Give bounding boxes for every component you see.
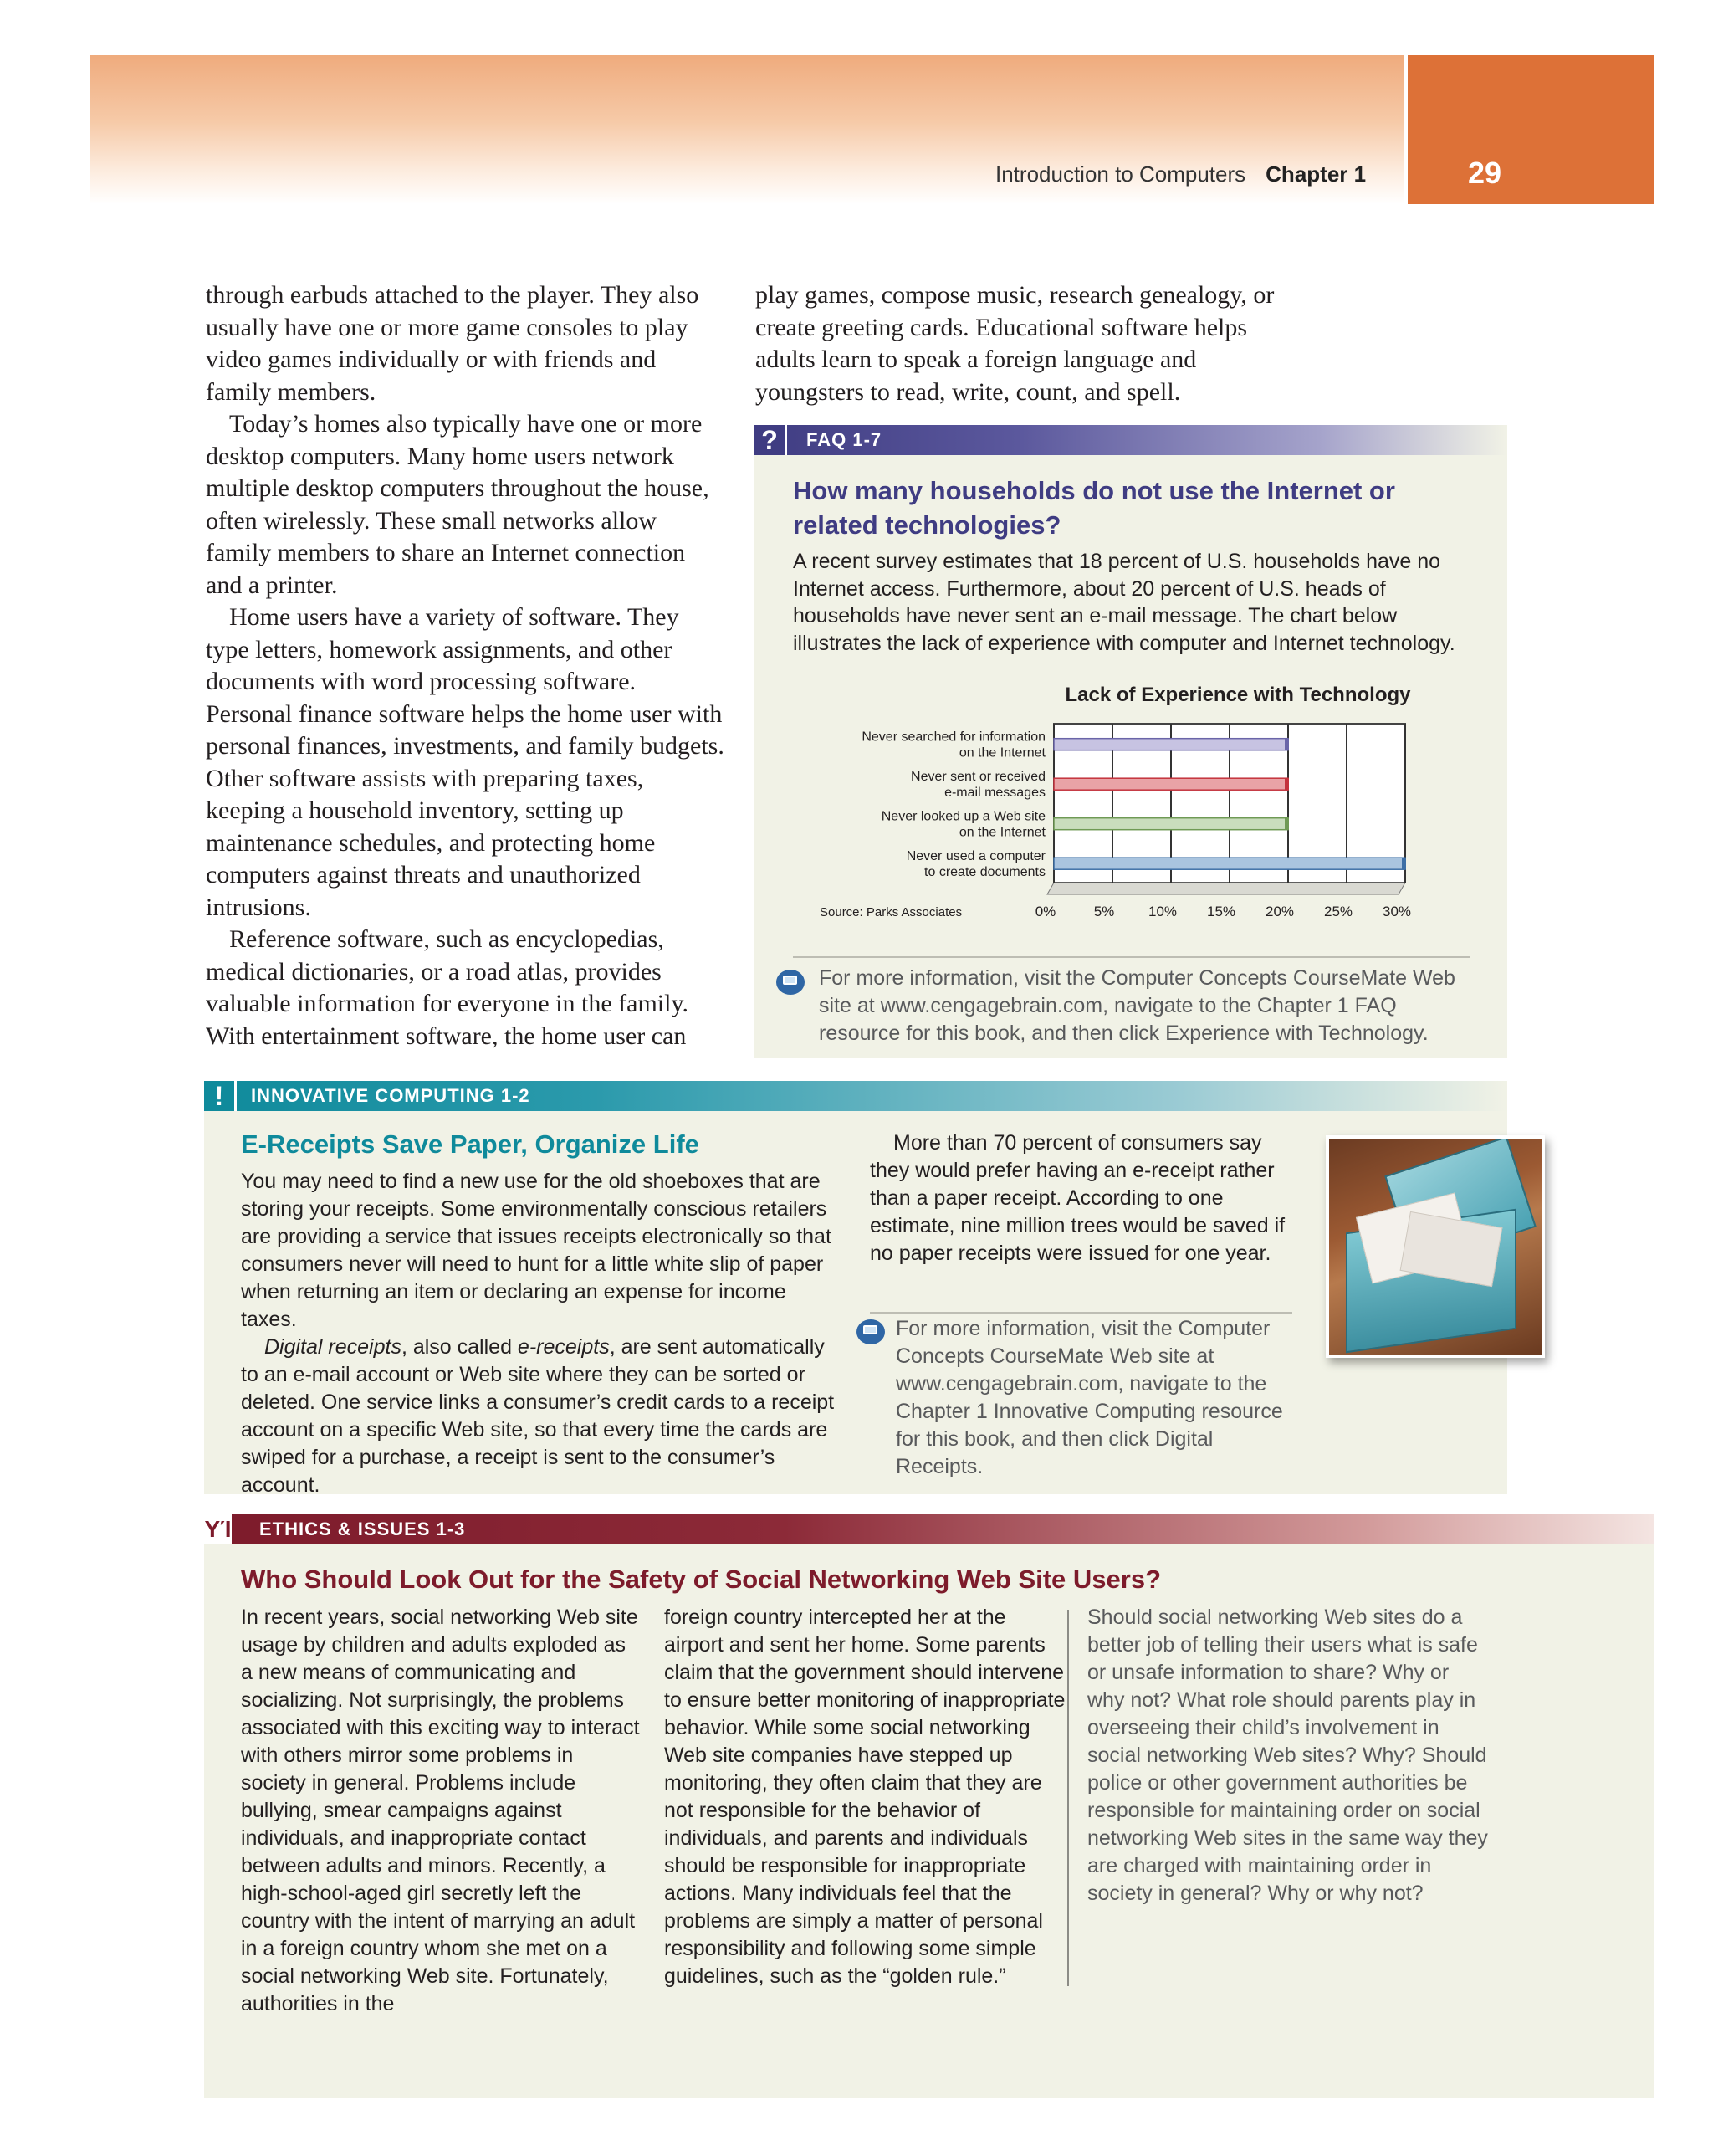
- chart-bar-end: [1285, 739, 1289, 750]
- faq-more-info: For more information, visit the Computer Concepts CourseMate Web site at www.cengagebrain.com, navigate to the Chapter 1 FAQ resource for this book, and then click Experience with Technology.: [819, 966, 1455, 1045]
- chart-svg: [803, 678, 1472, 929]
- right-body-column: [755, 279, 1299, 408]
- chart-tick-label: 10%: [1148, 904, 1178, 919]
- ethics-title: Who Should Look Out for the Safety of Social Networking Web Site Users?: [241, 1565, 1162, 1594]
- chart-category-label: Never looked up a Web site: [881, 809, 1046, 824]
- chapter-label: Chapter 1: [1266, 161, 1367, 187]
- chart-tick-label: 30%: [1382, 904, 1412, 919]
- chart-bar-end: [1285, 818, 1289, 830]
- faq-answer: A recent survey estimates that 18 percent of U.S. households have no Internet access. Furthermore, about 20 percent of U.S. heads of households have never sent an e-mail message. The chart below illustrates the lack of experience with computer and Internet technology.: [793, 550, 1455, 655]
- chart-tick-label: 0%: [1035, 904, 1056, 919]
- chart-category-label: Never searched for information: [862, 730, 1046, 745]
- receipts-box-photo: [1326, 1135, 1545, 1358]
- innovative-right-text: [870, 1129, 1296, 1267]
- chart-bar: [1054, 858, 1405, 869]
- paragraph: Home users have a variety of software. They type letters, homework assignments, and other documents with word processing software. Personal finance software helps the home user with personal finances, investments, and family budgets. Other software assists with preparing taxes, keeping a household inventory, setting up maintenance schedules, and protecting home computers against threats and unauthorized intrusions.: [206, 603, 724, 921]
- chart-bar-end: [1402, 858, 1406, 869]
- chart-bar: [1054, 818, 1288, 830]
- faq-divider: [793, 956, 1470, 958]
- paragraph: More than 70 percent of consumers say they would prefer having an e-receipt rather than a paper receipt. According to one estimate, nine million trees would be saved if no paper receipts were issued for one year.: [870, 1131, 1286, 1265]
- innovative-label: INNOVATIVE COMPUTING 1-2: [251, 1085, 530, 1106]
- chart-tick-label: 25%: [1323, 904, 1353, 919]
- paragraph: [241, 1334, 843, 1499]
- question-mark-icon: ?: [754, 425, 787, 455]
- ethics-column-1: In recent years, social networking Web site usage by children and adults exploded as a new means of communicating and socializing. Not surprisingly, the problems associated with this exciting way to interact with others mirror some problems in society in general. Problems include bullying, smear campaigns against individuals, and inappropriate contact between adults and minors. Recently, a high-school-aged girl secretly left the country with the intent of marrying an adult in a foreign country whom she met on a social networking Web site. Fortunately, authorities in the: [241, 1605, 640, 2015]
- coursemate-web-icon: [856, 1319, 885, 1344]
- text-span: , also called: [401, 1335, 518, 1359]
- term-e-receipts: e-receipts: [517, 1335, 610, 1359]
- chart-tick-label: 5%: [1093, 904, 1115, 919]
- chart-tick-label: 15%: [1206, 904, 1236, 919]
- paragraph: play games, compose music, research genealogy, or create greeting cards. Educational software helps adults learn to speak a foreign language and youngsters to read, write, count, and spell.: [755, 281, 1275, 406]
- chart-title: Lack of Experience with Technology: [1065, 684, 1411, 706]
- ethics-column-divider: [1067, 1610, 1069, 1986]
- paragraph: You may need to find a new use for the old shoeboxes that are storing your receipts. Some environmentally conscious retailers are providing a service that issues receipts electronically so that consumers never will need to hunt for a little white slip of paper when returning an item or declaring an expense for income taxes.: [241, 1170, 831, 1331]
- faq-question: How many households do not use the Internet or related technologies?: [793, 476, 1395, 540]
- left-body-column: [206, 279, 724, 1052]
- chart-bar: [1054, 739, 1288, 750]
- chart-category-label: Never sent or received: [911, 770, 1046, 785]
- text-span: , are sent automatically to an e-mail account or Web site where they can be sorted or deleted. One service links a consumer’s credit cards to a receipt account on a specific Web site, so that every time the cards are swiped for a purchase, a receipt is sent to the consumer’s account.: [241, 1335, 835, 1497]
- innovative-divider: [870, 1312, 1292, 1314]
- book-section-title: Introduction to Computers: [995, 161, 1246, 187]
- chart-floor: [1047, 883, 1405, 894]
- experience-bar-chart: [803, 678, 1472, 929]
- page-number: 29: [1468, 156, 1502, 190]
- chart-category-label: Never used a computer: [906, 849, 1046, 864]
- ethics-column-2: foreign country intercepted her at the airport and sent her home. Some parents claim that the government should intervene to ensure better monitoring of inappropriate behavior. While some social networking Web site companies have stepped up monitoring, they often claim that they are not responsible for the behavior of individuals, and parents and individuals should be responsible for inappropriate actions. Many individuals feel that the problems are simply a matter of personal responsibility and following some simple guidelines, such as the “golden rule.”: [664, 1605, 1066, 1988]
- paragraph: Today’s homes also typically have one or more desktop computers. Many home users network multiple desktop computers throughout the house, often wirelessly. These small networks allow family members to share an Internet connection and a printer.: [206, 410, 709, 599]
- term-digital-receipts: Digital receipts: [264, 1335, 401, 1359]
- chart-category-label: on the Internet: [959, 825, 1046, 840]
- innovative-title: E-Receipts Save Paper, Organize Life: [241, 1129, 699, 1159]
- innovative-more-info: For more information, visit the Computer Concepts CourseMate Web site at www.cengagebrain.com, navigate to the Chapter 1 Innovative Computing resource for this book, and then click Digital Receipts.: [896, 1317, 1283, 1478]
- chart-category-label: to create documents: [924, 865, 1046, 880]
- chart-category-label: e-mail messages: [944, 786, 1046, 801]
- exclamation-icon: !: [204, 1081, 237, 1111]
- chart-source: Source: Parks Associates: [820, 905, 963, 919]
- ethics-questions: Should social networking Web sites do a better job of telling their users what is safe or unsafe information to share? Why or why not? What role should parents play in overseeing their child’s involvement in social networking Web sites? Why? Should police or other government authorities be responsible for maintaining order on social networking Web sites in the same way they are charged with maintaining order in society in general? Why or why not?: [1087, 1605, 1488, 1905]
- paragraph: Reference software, such as encyclopedias, medical dictionaries, or a road atlas, provides valuable information for everyone in the family. With entertainment software, the home user can: [206, 925, 689, 1050]
- innovative-text: [241, 1168, 843, 1499]
- chapter-tab: [1408, 55, 1654, 204]
- chart-tick-label: 20%: [1265, 904, 1295, 919]
- paragraph: through earbuds attached to the player. They also usually have one or more game consoles to play video games individually or with friends and family members.: [206, 281, 699, 406]
- ethics-label: ETHICS & ISSUES 1-3: [259, 1518, 466, 1539]
- running-header: [995, 161, 1366, 187]
- chart-bar-end: [1285, 778, 1289, 790]
- faq-label: FAQ 1-7: [806, 429, 882, 450]
- ethics-icon: ΥΊ: [204, 1514, 234, 1544]
- coursemate-web-icon: [776, 970, 805, 995]
- chart-category-label: on the Internet: [959, 745, 1046, 760]
- chart-bar: [1054, 778, 1288, 790]
